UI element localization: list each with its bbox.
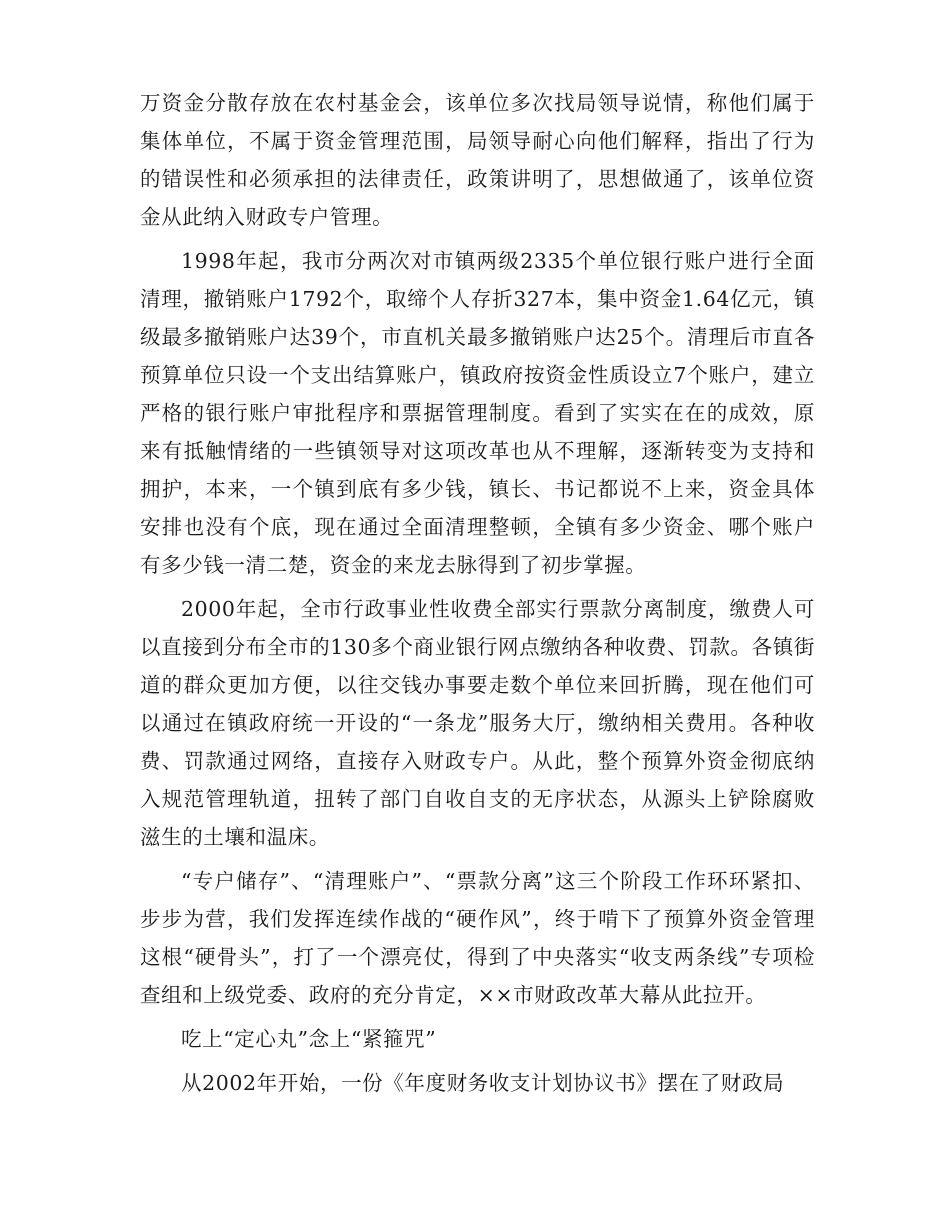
paragraph-fee-separation: 2000年起，全市行政事业性收费全部实行票款分离制度，缴费人可以直接到分布全市的130多个商业银行网点缴纳各种收费、罚款。各镇街道的群众更加方便，以往交钱办事要走数个单位来回折腾，现在他们可以通过在镇政府统一开设的“一条龙”服务大厅，缴纳相关费用。各种收费、罚款通过网络，直接存入财政专户。从此，整个预算外资金彻底纳入规范管理轨道，扭转了部门自收自支的无序状态，从源头上铲除腐败滋生的土壤和温床。 xyxy=(140,597,815,849)
paragraph-agreement: 从2002年开始，一份《年度财务收支计划协议书》摆在了财政局 xyxy=(181,1071,785,1095)
paragraph-continued: 万资金分散存放在农村基金会，该单位多次找局领导说情，称他们属于集体单位，不属于资金管理范围，局领导耐心向他们解释，指出了行为的错误性和必须承担的法律责任，政策讲明了，思想做通了，该单位资金从此纳入财政专户管理。 xyxy=(140,91,815,229)
section-heading: 吃上“定心丸”念上“紧箍咒” xyxy=(181,1027,437,1051)
paragraph-three-stages: “专户储存”、“清理账户”、“票款分离”这三个阶段工作环环紧扣、步步为营，我们发挥连续作战的“硬作风”，终于啃下了预算外资金管理这根“硬骨头”，打了一个漂亮仗，得到了中央落实“收支两条线”专项检查组和上级党委、政府的充分肯定，××市财政改革大幕从此拉开。 xyxy=(140,869,815,1007)
document-body xyxy=(140,84,815,1108)
paragraph-account-cleanup: 1998年起，我市分两次对市镇两级2335个单位银行账户进行全面清理，撤销账户1792个，取缔个人存折327本，集中资金1.64亿元，镇级最多撤销账户达39个，市直机关最多撤销账户达25个。清理后市直各预算单位只设一个支出结算账户，镇政府按资金性质设立7个账户，建立严格的银行账户审批程序和票据管理制度。看到了实实在在的成效，原来有抵触情绪的一些镇领导对这项改革也从不理解，逐渐转变为支持和拥护，本来，一个镇到底有多少钱，镇长、书记都说不上来，资金具体安排也没有个底，现在通过全面清理整顿，全镇有多少资金、哪个账户有多少钱一清二楚，资金的来龙去脉得到了初步掌握。 xyxy=(140,249,815,577)
